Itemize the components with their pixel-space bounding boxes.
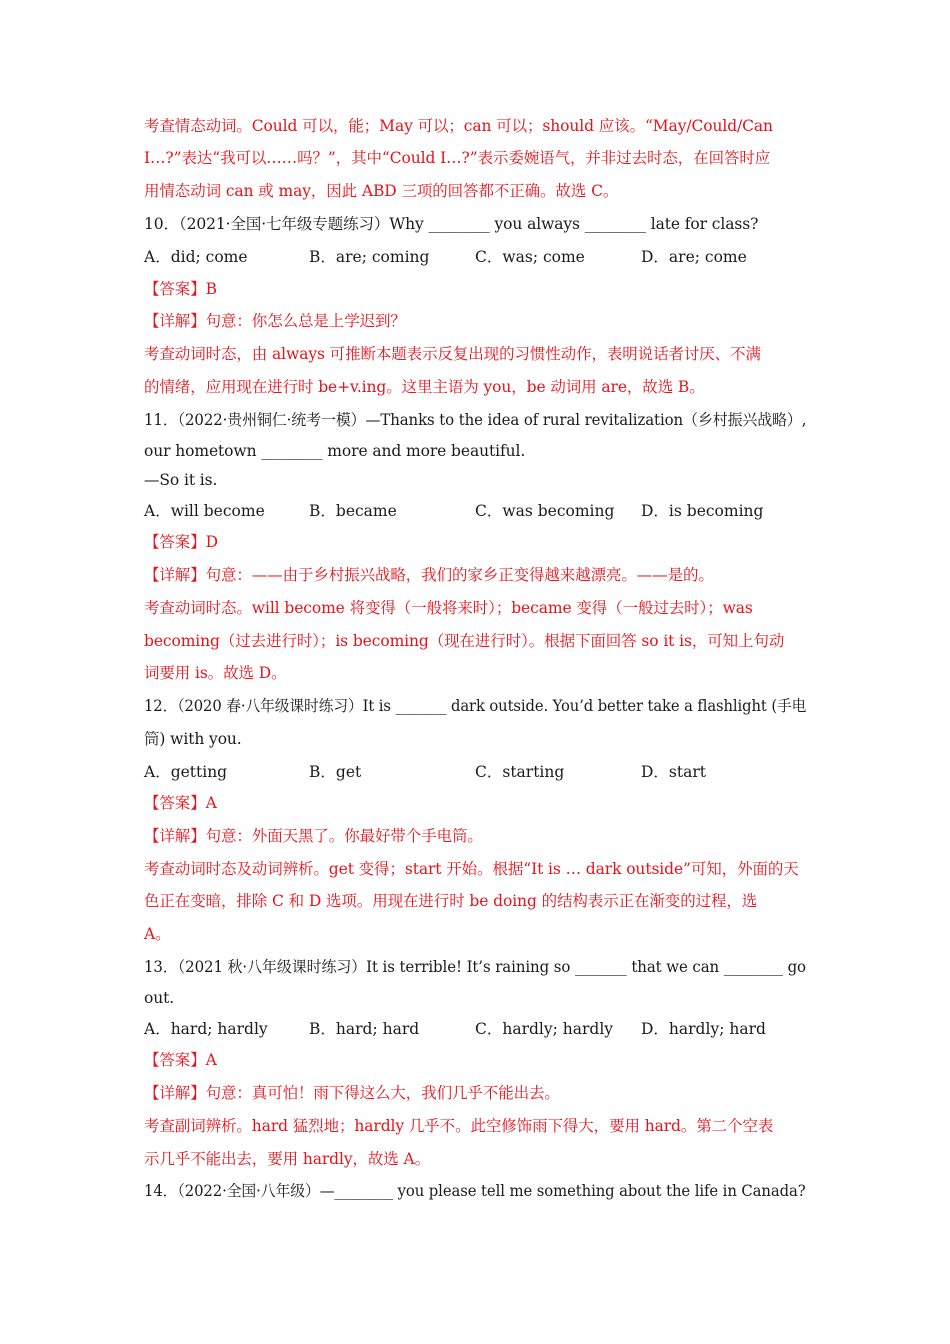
question-stem: 12．（2020 春·八年级课时练习）It is _______ dark outside. You’d better take a flashlight (手电 <box>144 697 807 715</box>
analysis-line: 考查动词时态及动词辨析。get 变得；start 开始。根据“It is … dark outside”可知，外面的天 <box>144 860 799 878</box>
question-stem: 10．（2021·全国·七年级专题练习）Why ________ you always ________ late for class? <box>144 215 759 233</box>
question-stem: 13．（2021 秋·八年级课时练习）It is terrible! It’s raining so _______ that we can ________ go <box>144 958 806 976</box>
explanation-line: 用情态动词 can 或 may，因此 ABD 三项的回答都不正确。故选 C。 <box>144 182 619 200</box>
explanation-line: 考查情态动词。Could 可以，能；May 可以；can 可以；should 应该。“May/Could/Can <box>144 117 773 135</box>
explanation-line: I…?”表达“我可以……吗？”，其中“Could I…?”表示委婉语气，并非过去时态，在回答时应 <box>144 149 771 167</box>
question-stem: our hometown ________ more and more beautiful. <box>144 442 526 460</box>
analysis-line: 词要用 is。故选 D。 <box>144 664 287 682</box>
answer-label: 【答案】D <box>144 533 218 551</box>
analysis-line: 的情绪，应用现在进行时 be+v.ing。这里主语为 you，be 动词用 are，故选 B。 <box>144 378 705 396</box>
detail-line: 【详解】句意：你怎么总是上学迟到？ <box>144 312 406 330</box>
analysis-line: 考查副词辨析。hard 猛烈地；hardly 几乎不。此空修饰雨下得大，要用 hard。第二个空表 <box>144 1117 774 1135</box>
option-b: B．hard; hard <box>309 1020 420 1038</box>
detail-line: 【详解】句意：——由于乡村振兴战略，我们的家乡正变得越来越漂亮。——是的。 <box>144 566 714 584</box>
option-a: A．will become <box>144 502 265 520</box>
analysis-line: becoming（过去进行时）；is becoming（现在进行时）。根据下面回答 so it is，可知上句动 <box>144 632 785 650</box>
option-a: A．hard; hardly <box>144 1020 268 1038</box>
analysis-line: 色正在变暗，排除 C 和 D 选项。用现在进行时 be doing 的结构表示正在渐变的过程，选 <box>144 892 758 910</box>
detail-line: 【详解】句意：外面天黑了。你最好带个手电筒。 <box>144 827 483 845</box>
option-c: C．was; come <box>475 248 585 266</box>
detail-line: 【详解】句意：真可怕！雨下得这么大，我们几乎不能出去。 <box>144 1084 560 1102</box>
question-stem: 筒) with you. <box>144 730 242 748</box>
option-a: A．getting <box>144 763 228 781</box>
answer-label: 【答案】A <box>144 794 217 812</box>
analysis-line: 考查动词时态，由 always 可推断本题表示反复出现的习惯性动作，表明说话者讨厌、不满 <box>144 345 761 363</box>
answer-label: 【答案】B <box>144 280 217 298</box>
question-stem: 14．（2022·全国·八年级）—________ you please tell me something about the life in Canada? <box>144 1182 806 1200</box>
question-stem: out. <box>144 989 175 1007</box>
option-d: D．are; come <box>641 248 747 266</box>
option-c: C．hardly; hardly <box>475 1020 614 1038</box>
option-b: B．get <box>309 763 362 781</box>
option-c: C．starting <box>475 763 565 781</box>
option-d: D．hardly; hard <box>641 1020 766 1038</box>
analysis-line: A。 <box>144 925 171 943</box>
question-stem: 11．（2022·贵州铜仁·统考一模）—Thanks to the idea of rural revitalization（乡村振兴战略）, <box>144 411 807 429</box>
question-stem: —So it is. <box>144 471 218 489</box>
option-c: C．was becoming <box>475 502 615 520</box>
option-d: D．start <box>641 763 706 781</box>
analysis-line: 考查动词时态。will become 将变得（一般将来时）；became 变得（一般过去时）；was <box>144 599 753 617</box>
option-b: B．are; coming <box>309 248 430 266</box>
option-b: B．became <box>309 502 397 520</box>
answer-label: 【答案】A <box>144 1051 217 1069</box>
option-a: A．did; come <box>144 248 248 266</box>
option-d: D．is becoming <box>641 502 764 520</box>
analysis-line: 示几乎不能出去，要用 hardly，故选 A。 <box>144 1150 431 1168</box>
